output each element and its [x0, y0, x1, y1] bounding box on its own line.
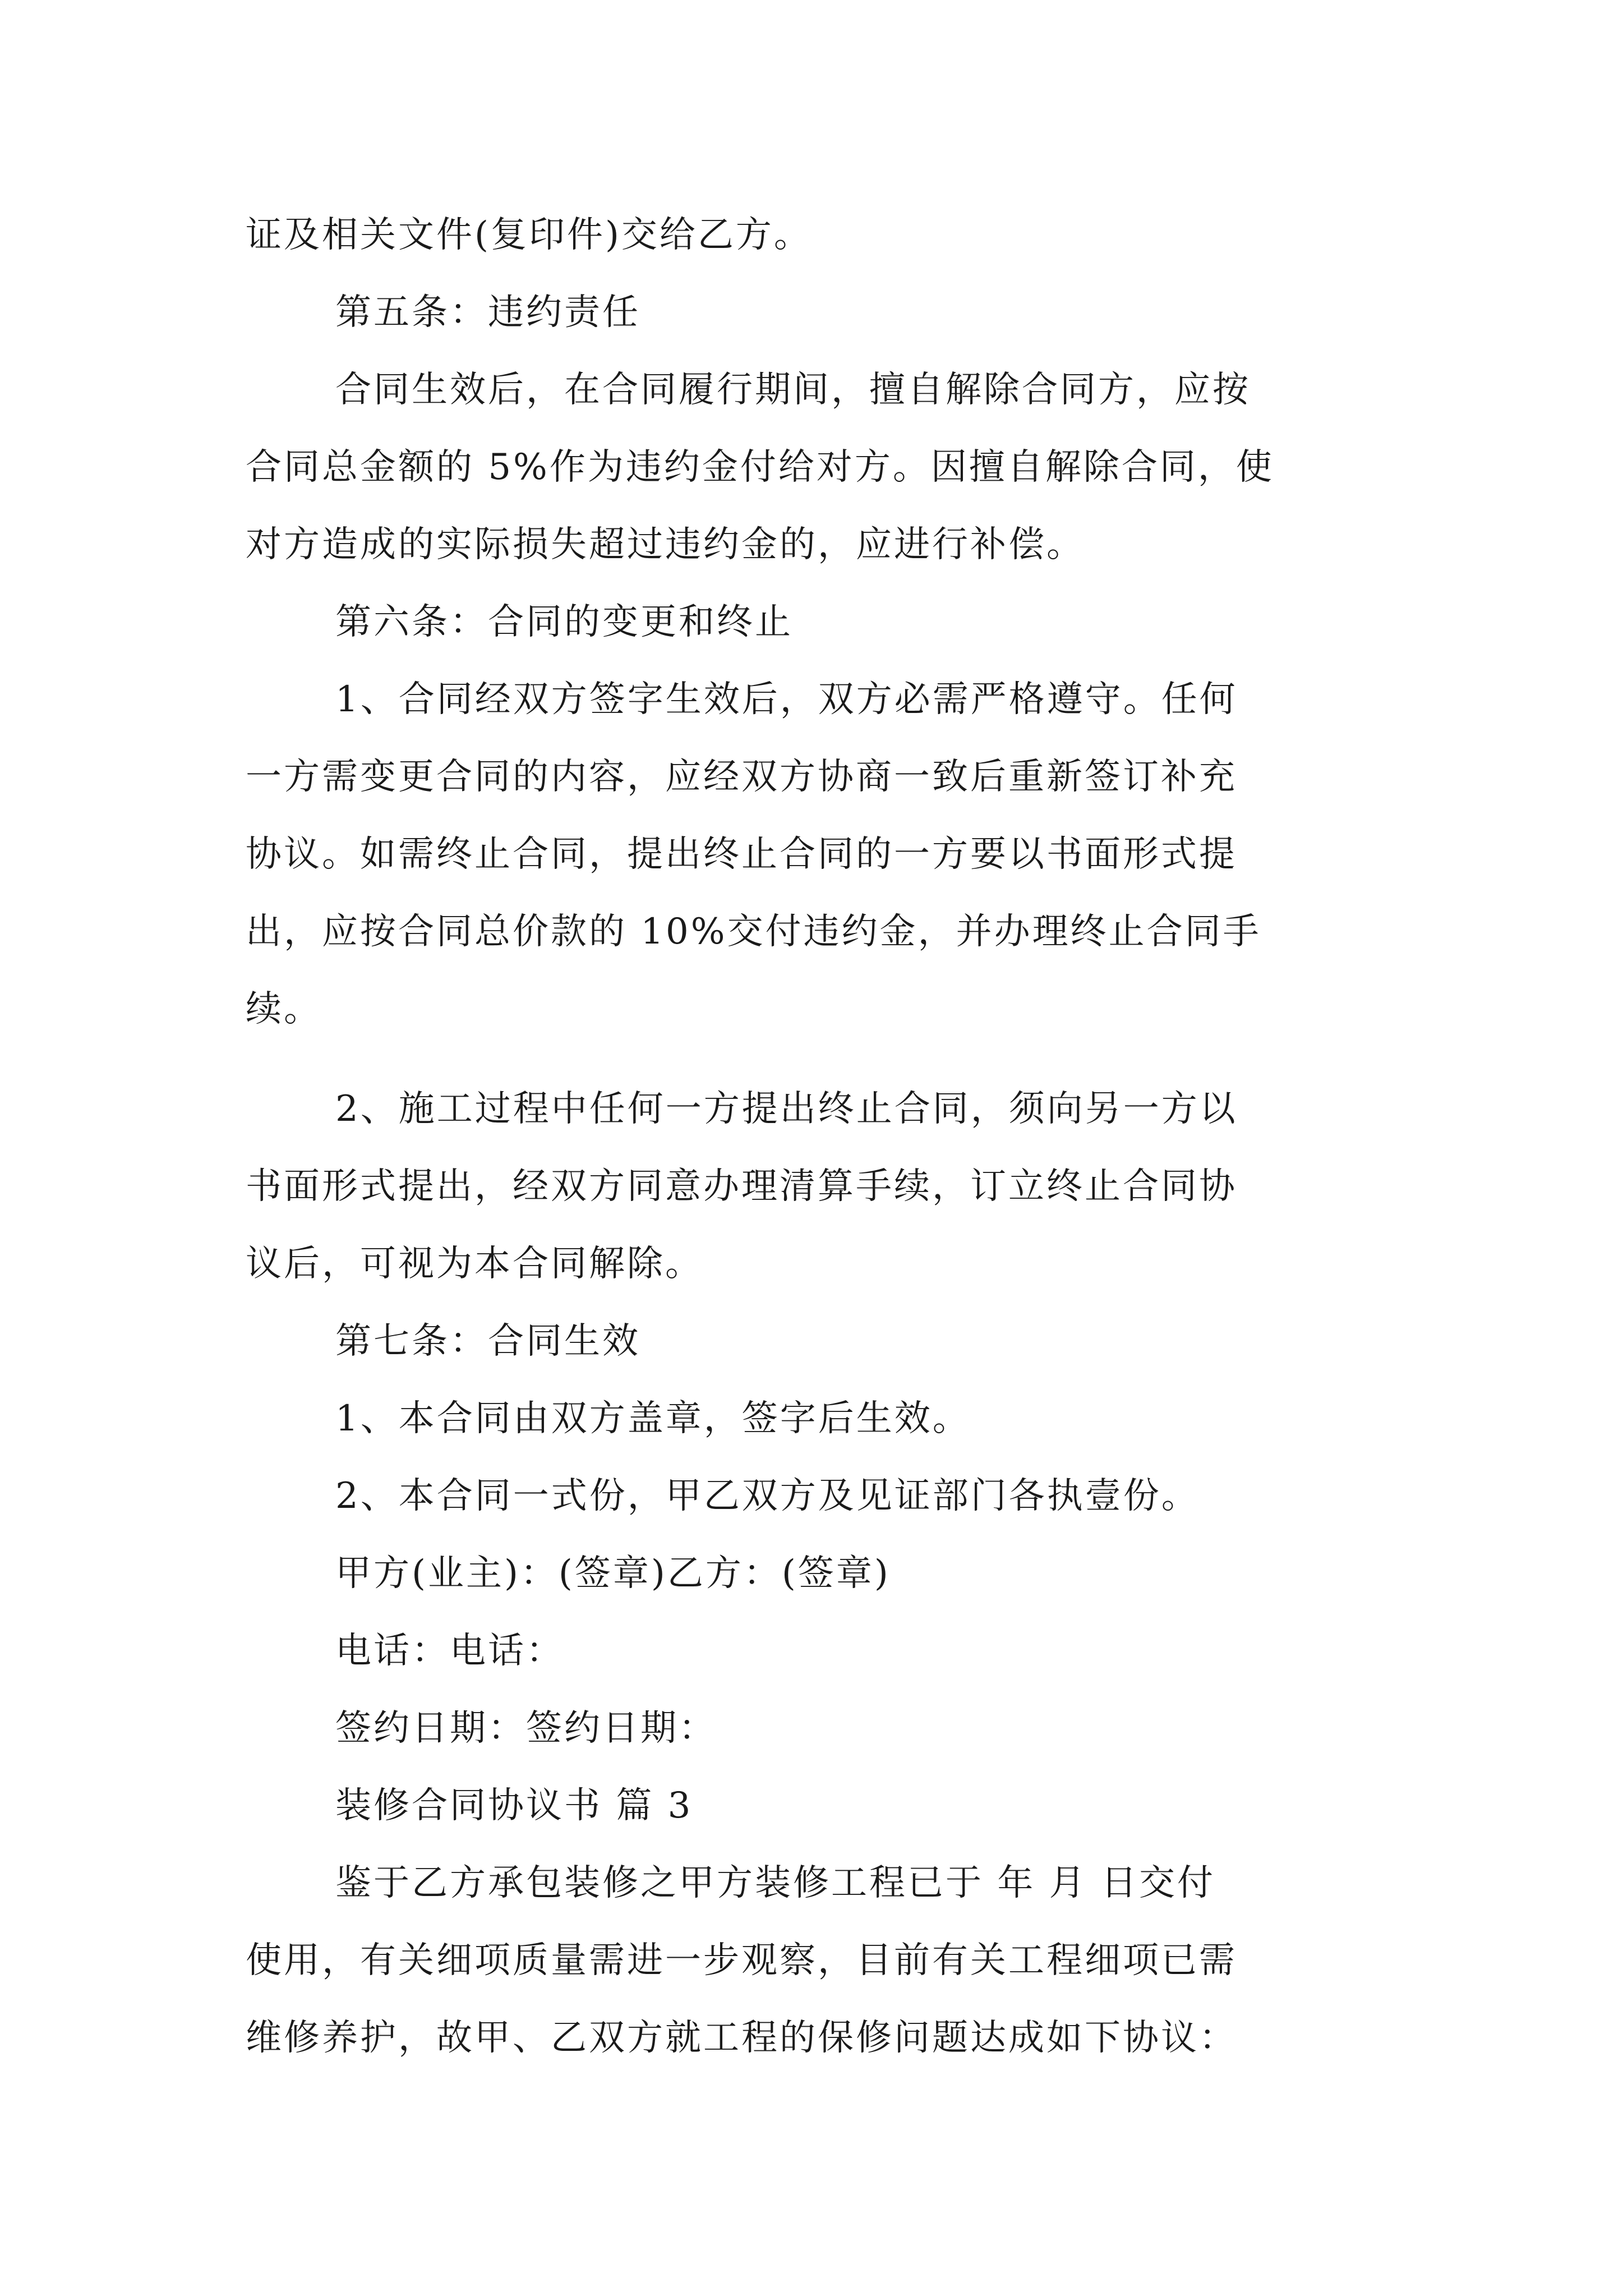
section-heading-article-7: 第七条：合同生效: [335, 1320, 640, 1362]
text-line: 2、本合同一式份，甲乙双方及见证部门各执壹份。: [335, 1475, 1200, 1517]
section-heading-article-5: 第五条：违约责任: [335, 292, 640, 333]
sign-date-line: 签约日期：签约日期：: [335, 1708, 717, 1749]
text-line: 维修养护，故甲、乙双方就工程的保修问题达成如下协议：: [246, 2017, 1237, 2059]
text-line: 合同生效后，在合同履行期间，擅自解除合同方，应按: [335, 369, 1251, 411]
text-line: 一方需变更合同的内容，应经双方协商一致后重新签订补充: [246, 756, 1237, 798]
phone-line: 电话：电话：: [335, 1630, 564, 1672]
text-line: 2、施工过程中任何一方提出终止合同，须向另一方以: [335, 1088, 1238, 1130]
text-line: 证及相关文件(复印件)交给乙方。: [246, 214, 812, 256]
text-line: 协议。如需终止合同，提出终止合同的一方要以书面形式提: [246, 834, 1237, 875]
text-line: 书面形式提出，经双方同意办理清算手续，订立终止合同协: [246, 1166, 1237, 1207]
text-line: 1、合同经双方签字生效后，双方必需严格遵守。任何: [335, 679, 1238, 720]
text-line: 议后，可视为本合同解除。: [246, 1243, 703, 1285]
contract-text: [246, 196, 1390, 2077]
text-line: 1、本合同由双方盖章，签字后生效。: [335, 1398, 971, 1439]
text-line: 鉴于乙方承包装修之甲方装修工程已于 年 月 日交付: [335, 1862, 1216, 1904]
text-line: 使用，有关细项质量需进一步观察，目前有关工程细项已需: [246, 1940, 1237, 1981]
paragraph-gap: [246, 1048, 1390, 1070]
text-line: 出，应按合同总价款的 10%交付违约金，并办理终止合同手: [246, 911, 1261, 953]
text-line: 续。: [246, 988, 322, 1030]
text-line: 合同总金额的 5%作为违约金付给对方。因擅自解除合同，使: [246, 447, 1274, 488]
text-line: 对方造成的实际损失超过违约金的，应进行补偿。: [246, 524, 1085, 565]
signature-line: 甲方(业主)：(签章)乙方：(签章): [335, 1553, 891, 1594]
section-heading-article-6: 第六条：合同的变更和终止: [335, 601, 793, 643]
agreement-title: 装修合同协议书 篇 3: [335, 1785, 693, 1826]
